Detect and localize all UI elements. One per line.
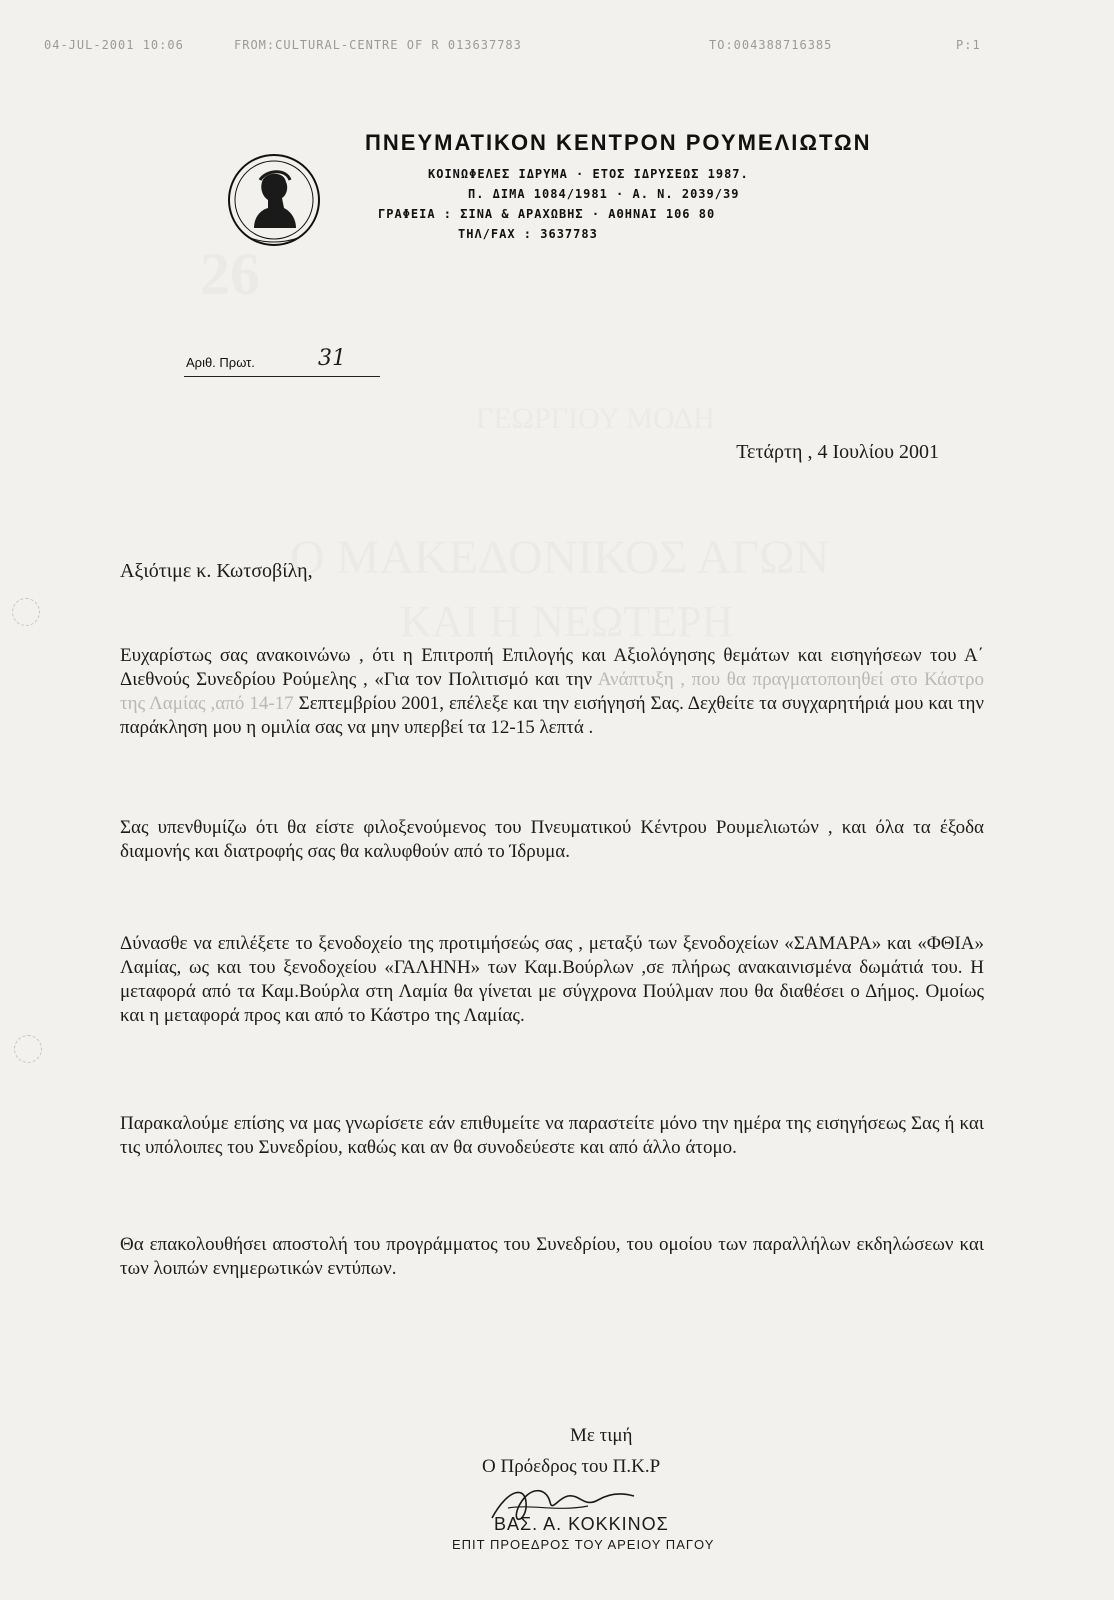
paragraph-text: Σεπτεμβρίου 2001, επέλεξε και την εισήγησή Σας. Δεχθείτε τα συγχαρητήριά μου και την παράκληση μου η ομιλία σας να μην υπερβεί τα 12-15 λεπτά . xyxy=(120,693,985,738)
fax-to: TO:004388716385 xyxy=(709,38,833,52)
signer-role: Ο Πρόεδρος του Π.Κ.Ρ xyxy=(482,1456,661,1477)
bleed-through-decoration: Ο ΜΑΚΕΔΟΝΙΚΟΣ ΑΓΩΝ xyxy=(290,531,830,584)
body-paragraph-1 xyxy=(120,644,984,740)
reference-underline xyxy=(184,376,380,377)
signer-name: ΒΑΣ. Α. ΚΟΚΚΙΝΟΣ xyxy=(494,1514,669,1534)
letter-date: Τετάρτη , 4 Ιουλίου 2001 xyxy=(736,441,939,463)
bleed-through-decoration: ΓΕΩΡΓΙΟΥ ΜΟΔΗ xyxy=(476,402,715,435)
faded-text: Ανάπτυξη , που θα πραγματοποιηθεί στο Κάστρο της Λαμίας ,από 14-17 xyxy=(120,669,984,714)
body-paragraph-4: Παρακαλούμε επίσης να μας γνωρίσετε εάν επιθυμείτε να παραστείτε μόνο την ημέρα της εισηγήσεως Σας ή και τις υπόλοιπες του Συνεδρίου, καθώς και αν θα συνοδεύεστε και από άλλο άτομο. xyxy=(120,1113,984,1158)
punch-hole-mark xyxy=(14,1035,42,1063)
bleed-through-decoration: 26 xyxy=(200,241,260,307)
reference-label: Αριθ. Πρωτ. xyxy=(186,355,255,370)
salutation: Αξιότιμε κ. Κωτσοβίλη, xyxy=(120,560,313,582)
organization-address-line: ΓΡΑΦΕΙΑ : ΣΙΝΑ & ΑΡΑΧΩΒΗΣ · ΑΘΗΝΑΙ 106 80 xyxy=(378,207,716,221)
paragraph-text: Ευχαρίστως σας ανακοινώνω , ότι η Επιτροπή Επιλογής και Αξιολόγησης θεμάτων και εισηγήσεων του Α΄ Διεθνούς Συνεδρίου Ρούμελης , «Για τον Πολιτισμό και την xyxy=(120,645,984,690)
reference-number: 31 xyxy=(318,346,346,371)
body-paragraph-3: Δύνασθε να επιλέξετε το ξενοδοχείο της προτιμήσεώς σας , μεταξύ των ξενοδοχείων «ΣΑΜΑΡΑ» και «ΦΘΙΑ» Λαμίας, ως και του ξενοδοχείου «ΓΑΛΗΝΗ» των Καμ.Βούρλων ,σε πλήρως ανακαινισμένα δωμάτιά του. Η μεταφορά από τα Καμ.Βούρλα στη Λαμία θα γίνεται με σύγχρονα Πούλμαν που θα διαθέσει ο Δήμος. Ομοίως και η μεταφορά προς και από το Κάστρο της Λαμίας. xyxy=(120,933,984,1026)
fax-datetime: 04-JUL-2001 10:06 xyxy=(44,38,184,52)
organization-name: ΠΝΕΥΜΑΤΙΚΟΝ ΚΕΝΤΡΟΝ ΡΟΥΜΕΛΙΩΤΩΝ xyxy=(365,130,872,155)
bleed-through-decoration: ΚΑΙ Η ΝΕΩΤΕΡΗ xyxy=(400,597,734,646)
signer-title: ΕΠΙΤ ΠΡΟΕΔΡΟΣ ΤΟΥ ΑΡΕΙΟΥ ΠΑΓΟΥ xyxy=(452,1537,715,1552)
foundation-emblem-icon xyxy=(226,152,322,248)
closing-regards: Με τιμή xyxy=(570,1425,633,1446)
fax-from: FROM:CULTURAL-CENTRE OF R 013637783 xyxy=(234,38,522,52)
organization-phone-line: ΤΗΛ/FAX : 3637783 xyxy=(458,227,598,241)
fax-header xyxy=(44,38,1084,58)
punch-hole-mark xyxy=(12,598,40,626)
organization-registry-line: Π. ΔΙΜΑ 1084/1981 · Α. Ν. 2039/39 xyxy=(468,187,740,201)
body-paragraph-2: Σας υπενθυμίζω ότι θα είστε φιλοξενούμενος του Πνευματικού Κέντρου Ρουμελιωτών , και όλα τα έξοδα διαμονής και διατροφής σας θα καλυφθούν από το Ίδρυμα. xyxy=(120,817,984,862)
organization-info-line: ΚΟΙΝΩΦΕΛΕΣ ΙΔΡΥΜΑ · ΕΤΟΣ ΙΔΡΥΣΕΩΣ 1987. xyxy=(428,167,749,181)
fax-page: P:1 xyxy=(956,38,981,52)
body-paragraph-5: Θα επακολουθήσει αποστολή του προγράμματος του Συνεδρίου, του ομοίου των παραλλήλων εκδηλώσεων και των λοιπών ενημερωτικών εντύπων. xyxy=(120,1234,984,1279)
